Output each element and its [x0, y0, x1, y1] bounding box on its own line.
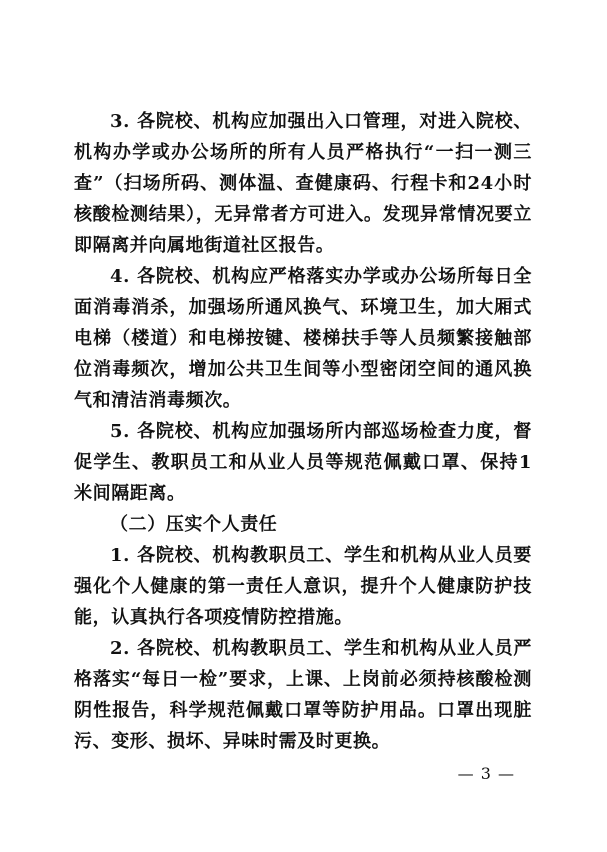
- paragraph-item-5: 5. 各院校、机构应加强场所内部巡场检查力度，督促学生、教职员工和从业人员等规范佩戴口罩、保持1米间隔距离。: [74, 421, 532, 504]
- page-number: — 3 —: [457, 764, 515, 783]
- section-heading: （二）压实个人责任: [110, 514, 278, 535]
- paragraph-item-2: 2. 各院校、机构教职员工、学生和机构从业人员严格落实“每日一检”要求，上课、上岗前必须持核酸检测阴性报告，科学规范佩戴口罩等防护用品。口罩出现脏污、变形、损坏、异味时需及时更换。: [74, 638, 532, 752]
- paragraph-item-1: 1. 各院校、机构教职员工、学生和机构从业人员要强化个人健康的第一责任人意识，提升个人健康防护技能，认真执行各项疫情防控措施。: [74, 545, 532, 628]
- paragraph-item-3: 3. 各院校、机构应加强出入口管理，对进入院校、机构办学或办公场所的所有人员严格执行“一扫一测三查”（扫场所码、测体温、查健康码、行程卡和24小时核酸检测结果），无异常者方可进入。发现异常情况要立即隔离并向属地街道社区报告。: [74, 111, 532, 256]
- paragraph-item-4: 4. 各院校、机构应严格落实办学或办公场所每日全面消毒消杀，加强场所通风换气、环境卫生，加大厢式电梯（楼道）和电梯按键、楼梯扶手等人员频繁接触部位消毒频次，增加公共卫生间等小型密闭空间的通风换气和清洁消毒频次。: [74, 266, 532, 411]
